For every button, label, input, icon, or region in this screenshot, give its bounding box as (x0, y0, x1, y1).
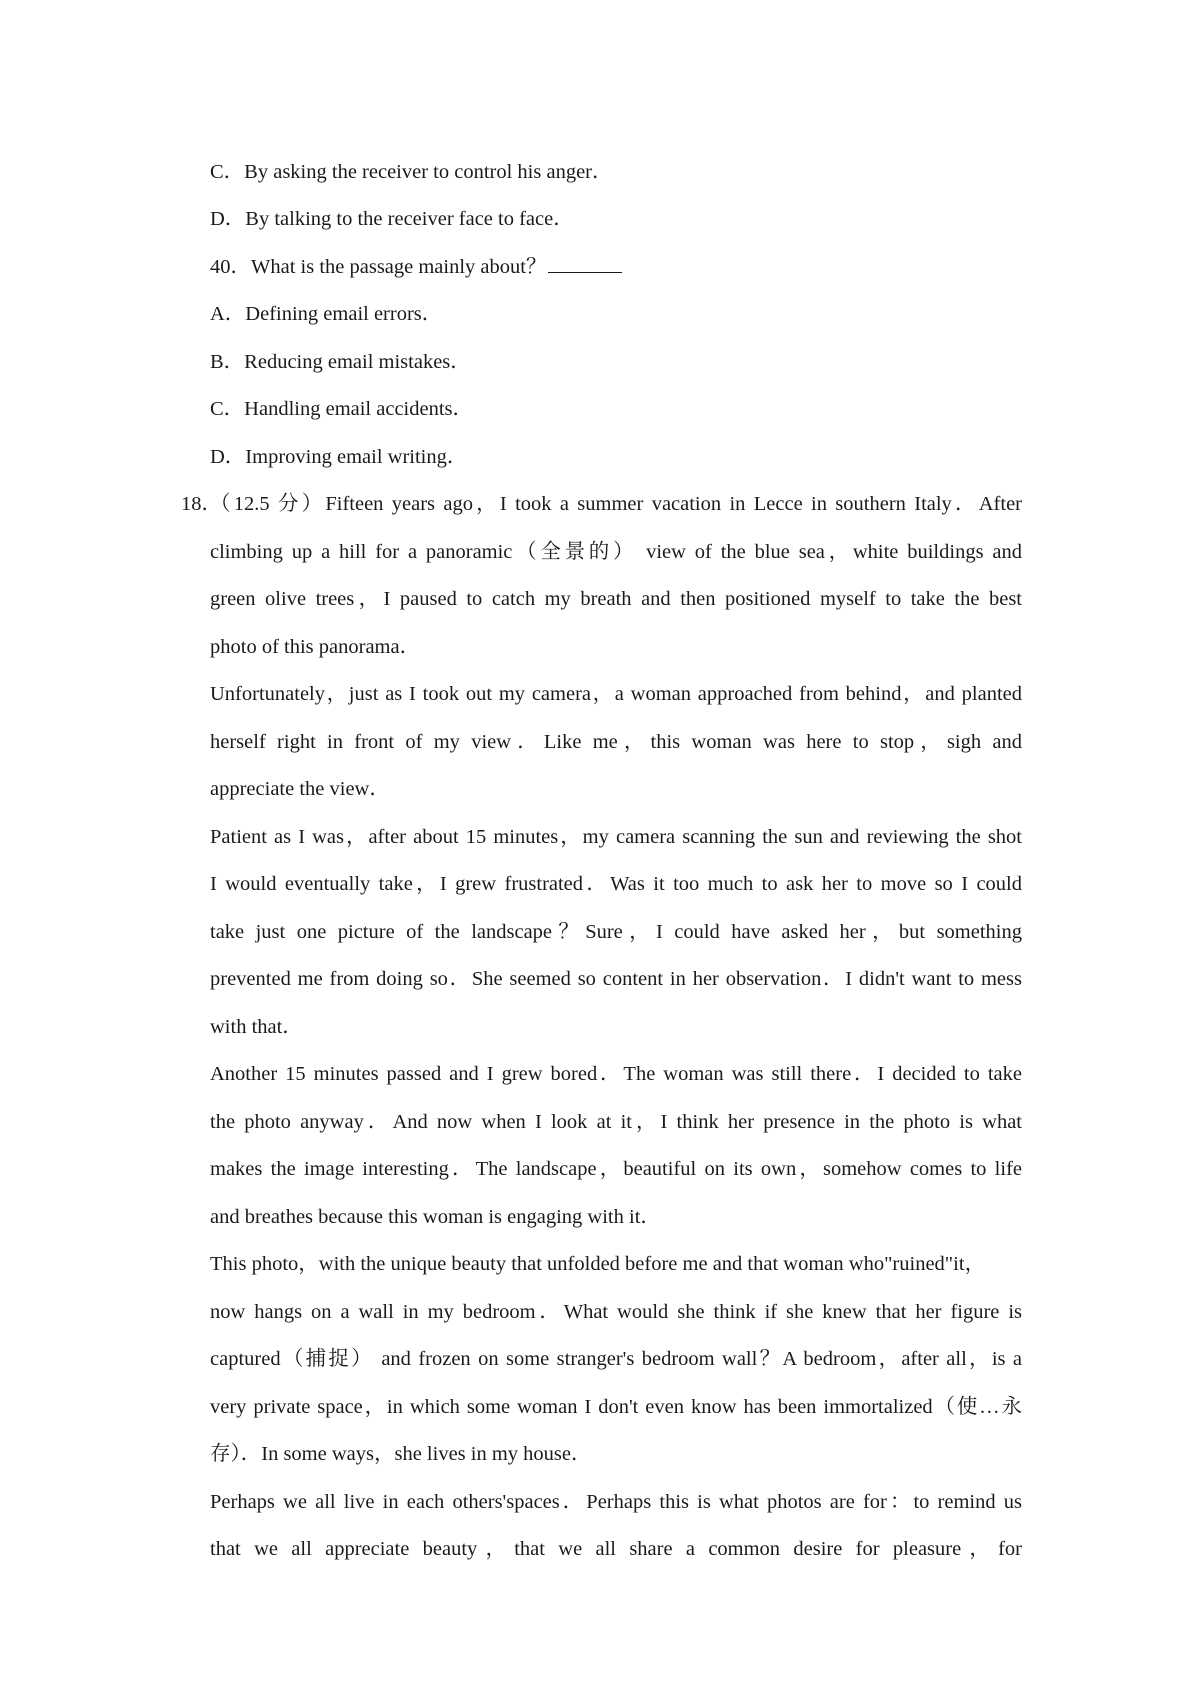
passage-line: Another 15 minutes passed and I grew bored．The woman was still there．I decided to take (210, 1063, 1022, 1085)
passage-line: This photo，with the unique beauty that unfolded before me and that woman who"ruined"it， (210, 1253, 986, 1275)
passage-line: appreciate the view． (210, 778, 390, 800)
option-c: C．By asking the receiver to control his anger． (210, 161, 613, 183)
passage-line: makes the image interesting．The landscape，beautiful on its own，somehow comes to life (210, 1158, 1022, 1180)
passage-line: （12.5 分）Fifteen years ago，I took a summer vacation in Lecce in southern Italy．After (210, 493, 1022, 515)
option-c: C．Handling email accidents． (210, 398, 474, 420)
passage-line: Patient as I was，after about 15 minutes，my camera scanning the sun and reviewing the shot (210, 826, 1022, 848)
option-a: A．Defining email errors． (210, 303, 443, 325)
passage-line: prevented me from doing so．She seemed so content in her observation．I didn't want to mess (210, 968, 1022, 990)
passage-line: Unfortunately，just as I took out my camera，a woman approached from behind，and planted (210, 683, 1022, 705)
passage-line: I would eventually take，I grew frustrated．Was it too much to ask her to move so I could (210, 873, 1022, 895)
question-40 (210, 252, 1022, 282)
passage-line: Perhaps we all live in each others'spaces．Perhaps this is what photos are for：to remind us (210, 1491, 1022, 1513)
passage-line: the photo anyway．And now when I look at it，I think her presence in the photo is what (210, 1111, 1022, 1133)
passage-line: now hangs on a wall in my bedroom．What would she think if she knew that her figure is (210, 1301, 1022, 1323)
passage-line: climbing up a hill for a panoramic（全景的） view of the blue sea，white buildings and (210, 541, 1022, 563)
passage-line: with that． (210, 1016, 303, 1038)
passage-line: green olive trees，I paused to catch my breath and then positioned myself to take the best (210, 588, 1022, 610)
passage-line: 存）．In some ways，she lives in my house． (210, 1443, 592, 1465)
passage-line: very private space，in which some woman I don't even know has been immortalized（使…永 (210, 1396, 1022, 1418)
passage-line: herself right in front of my view．Like me，this woman was here to stop，sigh and (210, 731, 1022, 753)
answer-blank (548, 252, 622, 273)
question-40-stem: 40．What is the passage mainly about？ (210, 256, 547, 278)
option-d: D．Improving email writing． (210, 446, 468, 468)
passage-line: captured（捕捉） and frozen on some stranger's bedroom wall？A bedroom，after all，is a (210, 1348, 1022, 1370)
passage-line: and breathes because this woman is engaging with it． (210, 1206, 661, 1228)
passage-line: take just one picture of the landscape？Sure，I could have asked her，but something (210, 921, 1022, 943)
passage-line: photo of this panorama． (210, 636, 421, 658)
question-18-number: 18． (181, 493, 222, 515)
option-d: D．By talking to the receiver face to face． (210, 208, 574, 230)
passage-line: that we all appreciate beauty，that we all share a common desire for pleasure，for (210, 1538, 1022, 1560)
option-b: B．Reducing email mistakes． (210, 351, 471, 373)
